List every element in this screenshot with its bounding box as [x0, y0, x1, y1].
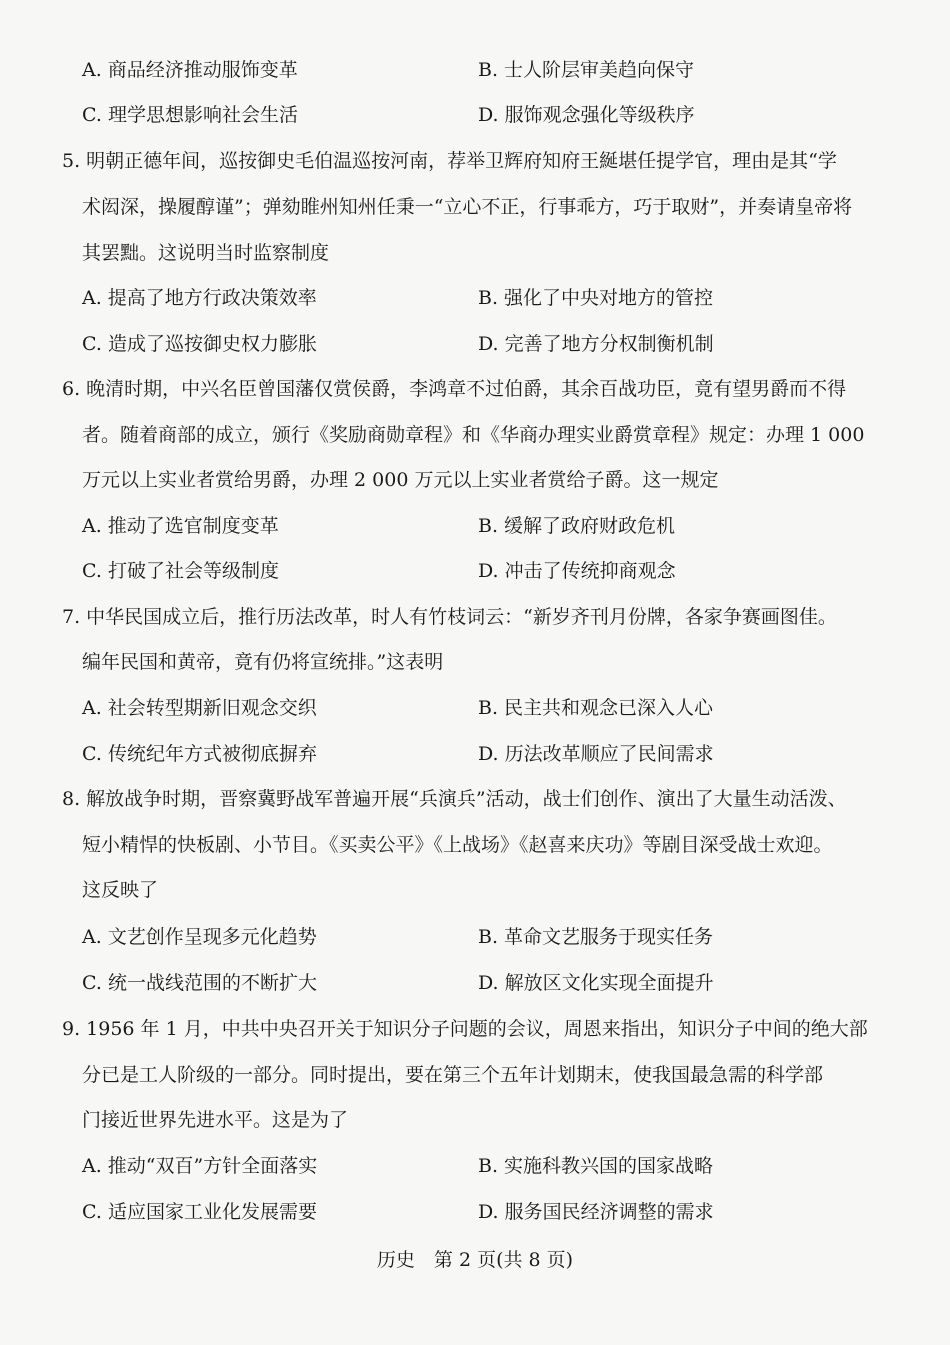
- q8-stem-line3: 这反映了: [82, 879, 159, 901]
- q8-option-b: B. 革命文艺服务于现实任务: [478, 926, 714, 948]
- q5-option-a: A. 提高了地方行政决策效率: [82, 287, 317, 309]
- q5-stem-line3: 其罢黜。这说明当时监察制度: [82, 242, 330, 264]
- q8-option-d: D. 解放区文化实现全面提升: [478, 972, 714, 994]
- q9-stem-line3: 门接近世界先进水平。这是为了: [82, 1109, 349, 1131]
- q7-stem-line2: 编年民国和黄帝，竟有仍将宣统排。”这表明: [82, 651, 444, 673]
- q5-option-d: D. 完善了地方分权制衡机制: [478, 333, 714, 355]
- q7-option-a: A. 社会转型期新旧观念交织: [82, 697, 317, 719]
- q4-option-c: C. 理学思想影响社会生活: [82, 104, 298, 126]
- q8-option-a: A. 文艺创作呈现多元化趋势: [82, 926, 317, 948]
- q8-stem-line1: 8. 解放战争时期，晋察冀野战军普遍开展“兵演兵”活动，战士们创作、演出了大量生动活泼、: [62, 788, 847, 810]
- q7-option-c: C. 传统纪年方式被彻底摒弃: [82, 743, 317, 765]
- q6-option-d: D. 冲击了传统抑商观念: [478, 560, 676, 582]
- q7-stem-line1: 7. 中华民国成立后，推行历法改革，时人有竹枝词云：“新岁齐刊月份牌，各家争赛画图佳。: [62, 606, 837, 628]
- q6-option-a: A. 推动了选官制度变革: [82, 515, 279, 537]
- q9-option-b: B. 实施科教兴国的国家战略: [478, 1155, 714, 1177]
- q5-stem-line1: 5. 明朝正德年间，巡按御史毛伯温巡按河南，荐举卫辉府知府王綖堪任提学官，理由是其“学: [62, 150, 837, 172]
- page-footer: 历史 第 2 页(共 8 页): [376, 1249, 574, 1271]
- q6-stem-line3: 万元以上实业者赏给男爵，办理 2 000 万元以上实业者赏给子爵。这一规定: [82, 469, 719, 491]
- q9-stem-line2: 分已是工人阶级的一部分。同时提出，要在第三个五年计划期末，使我国最急需的科学部: [82, 1064, 824, 1086]
- q4-option-a: A. 商品经济推动服饰变革: [82, 59, 298, 81]
- q6-option-c: C. 打破了社会等级制度: [82, 560, 279, 582]
- q4-option-d: D. 服饰观念强化等级秩序: [478, 104, 695, 126]
- q5-option-b: B. 强化了中央对地方的管控: [478, 287, 714, 309]
- q9-option-d: D. 服务国民经济调整的需求: [478, 1201, 714, 1223]
- q5-stem-line2: 术闳深，操履醇谨”；弹劾睢州知州任秉一“立心不正，行事乖方，巧于取财”，并奏请皇帝将: [82, 196, 853, 218]
- q7-option-d: D. 历法改革顺应了民间需求: [478, 743, 714, 765]
- q9-stem-line1: 9. 1956 年 1 月，中共中央召开关于知识分子问题的会议，周恩来指出，知识分子中间的绝大部: [62, 1018, 868, 1040]
- q8-stem-line2: 短小精悍的快板剧、小节目。《买卖公平》《上战场》《赵喜来庆功》等剧目深受战士欢迎。: [82, 834, 833, 856]
- q6-stem-line2: 者。随着商部的成立，颁行《奖励商勋章程》和《华商办理实业爵赏章程》规定：办理 1 000: [82, 424, 865, 446]
- q6-option-b: B. 缓解了政府财政危机: [478, 515, 676, 537]
- q9-option-c: C. 适应国家工业化发展需要: [82, 1201, 317, 1223]
- q7-option-b: B. 民主共和观念已深入人心: [478, 697, 714, 719]
- q4-option-b: B. 士人阶层审美趋向保守: [478, 59, 695, 81]
- q9-option-a: A. 推动“双百”方针全面落实: [82, 1155, 318, 1177]
- q8-option-c: C. 统一战线范围的不断扩大: [82, 972, 317, 994]
- q5-option-c: C. 造成了巡按御史权力膨胀: [82, 333, 317, 355]
- q6-stem-line1: 6. 晚清时期，中兴名臣曾国藩仅赏侯爵，李鸿章不过伯爵，其余百战功臣，竟有望男爵而不得: [62, 378, 847, 400]
